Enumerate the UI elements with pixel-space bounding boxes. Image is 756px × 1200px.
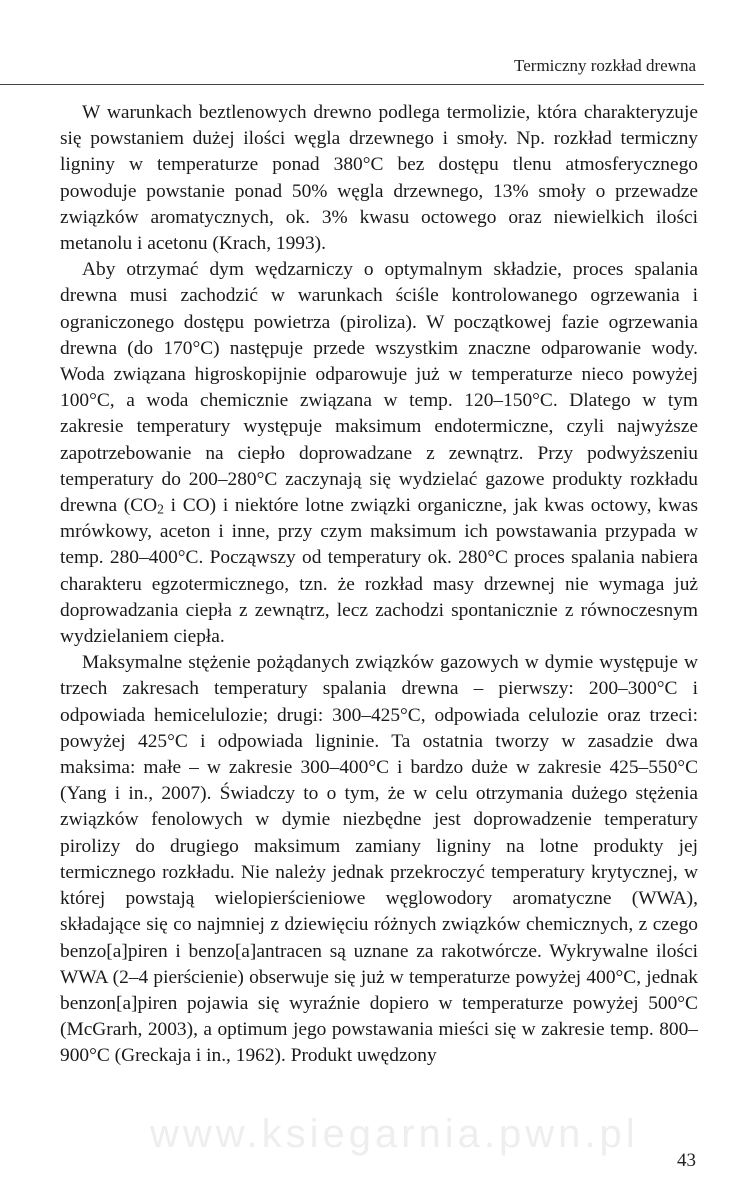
header-rule: [0, 84, 704, 85]
paragraph-1: W warunkach beztlenowych drewno podlega termolizie, która charakteryzuje się powstaniem dużej ilości węgla drzewnego i smoły. Np. rozkład termiczny ligniny w temperaturze ponad 380°C bez dostępu tlenu atmosferycznego powoduje powstanie ponad 50% węgla drzewnego, 13% smoły o przewadze związków aromatycznych, ok. 3% kwasu octowego oraz niewielkich ilości metanolu i acetonu (Krach, 1993).: [60, 102, 698, 255]
page-number: 43: [677, 1150, 696, 1171]
watermark: www.ksiegarnia.pwn.pl: [150, 1112, 639, 1156]
paragraph-3: Maksymalne stężenie pożądanych związków gazowych w dymie występuje w trzech zakresach temperatury spalania drewna – pierwszy: 200–300°C i odpowiada hemicelulozie; drugi: 300–425°C, odpowiada celulozie oraz trzeci: powyżej 425°C i odpowiada ligninie. Ta ostatnia tworzy w zasadzie dwa maksima: małe – w zakresie 300–400°C i bardzo duże w zakresie 425–550°C (Yang i in., 2007). Świadczy to o tym, że w celu otrzymania dużego stężenia związków fenolowych w dymie niezbędne jest doprowadzenie temperatury pirolizy do drugiego maksimum zamiany ligniny na lotne produkty jej termicznego rozkładu. Nie należy jednak przekroczyć temperatury krytycznej, w której powstają wielopierścieniowe węglowodory aromatyczne (WWA), składające się co najmniej z dziewięciu różnych związków chemicznych, z czego benzo[a]piren i benzo[a]antracen są uznane za rakotwórcze. Wykrywalne ilości WWA (2–4 pierścienie) obserwuje się już w temperaturze powyżej 400°C, jednak benzon[a]piren pojawia się wyraźnie dopiero w temperaturze powyżej 500°C (McGrarh, 2003), a optimum jego powstawania mieści się w zakresie temp. 800–900°C (Greckaja i in., 1962). Produkt uwędzony: [60, 652, 698, 1067]
paragraph-2: [60, 257, 698, 650]
paragraph-2-part-2: i CO) i niektóre lotne związki organiczne, jak kwas octowy, kwas mrówkowy, aceton i inne, przy czym maksimum ich powstawania przypada w temp. 280–400°C. Począwszy od temperatury ok. 280°C proces spalania nabiera charakteru egzotermicznego, tzn. że rozkład masy drzewnej nie wymaga już doprowadzania ciepła z zewnątrz, lecz zachodzi spontanicznie z równoczesnym wydzielaniem ciepła.: [60, 495, 698, 648]
paragraph-2-part-1: Aby otrzymać dym wędzarniczy o optymalnym składzie, proces spalania drewna musi zachodzić w warunkach ściśle kontrolowanego ogrzewania i ograniczonego dostępu powietrza (piroliza). W początkowej fazie ogrzewania drewna (do 170°C) następuje przede wszystkim znaczne odparowanie wody. Woda związana higroskopijnie odparowuje już w temperaturze nieco powyżej 100°C, a woda chemicznie związana w temp. 120–150°C. Dlatego w tym zakresie temperatury występuje maksimum endotermiczne, czyli najwyższe zapotrzebowanie na ciepło doprowadzane z zewnątrz. Przy podwyższeniu temperatury do 200–280°C zaczynają się wydzielać gazowe produkty rozkładu drewna (CO: [60, 259, 698, 517]
running-head: Termiczny rozkład drewna: [514, 56, 696, 75]
co2-subscript: 2: [157, 501, 164, 517]
body-text: [60, 100, 698, 1070]
